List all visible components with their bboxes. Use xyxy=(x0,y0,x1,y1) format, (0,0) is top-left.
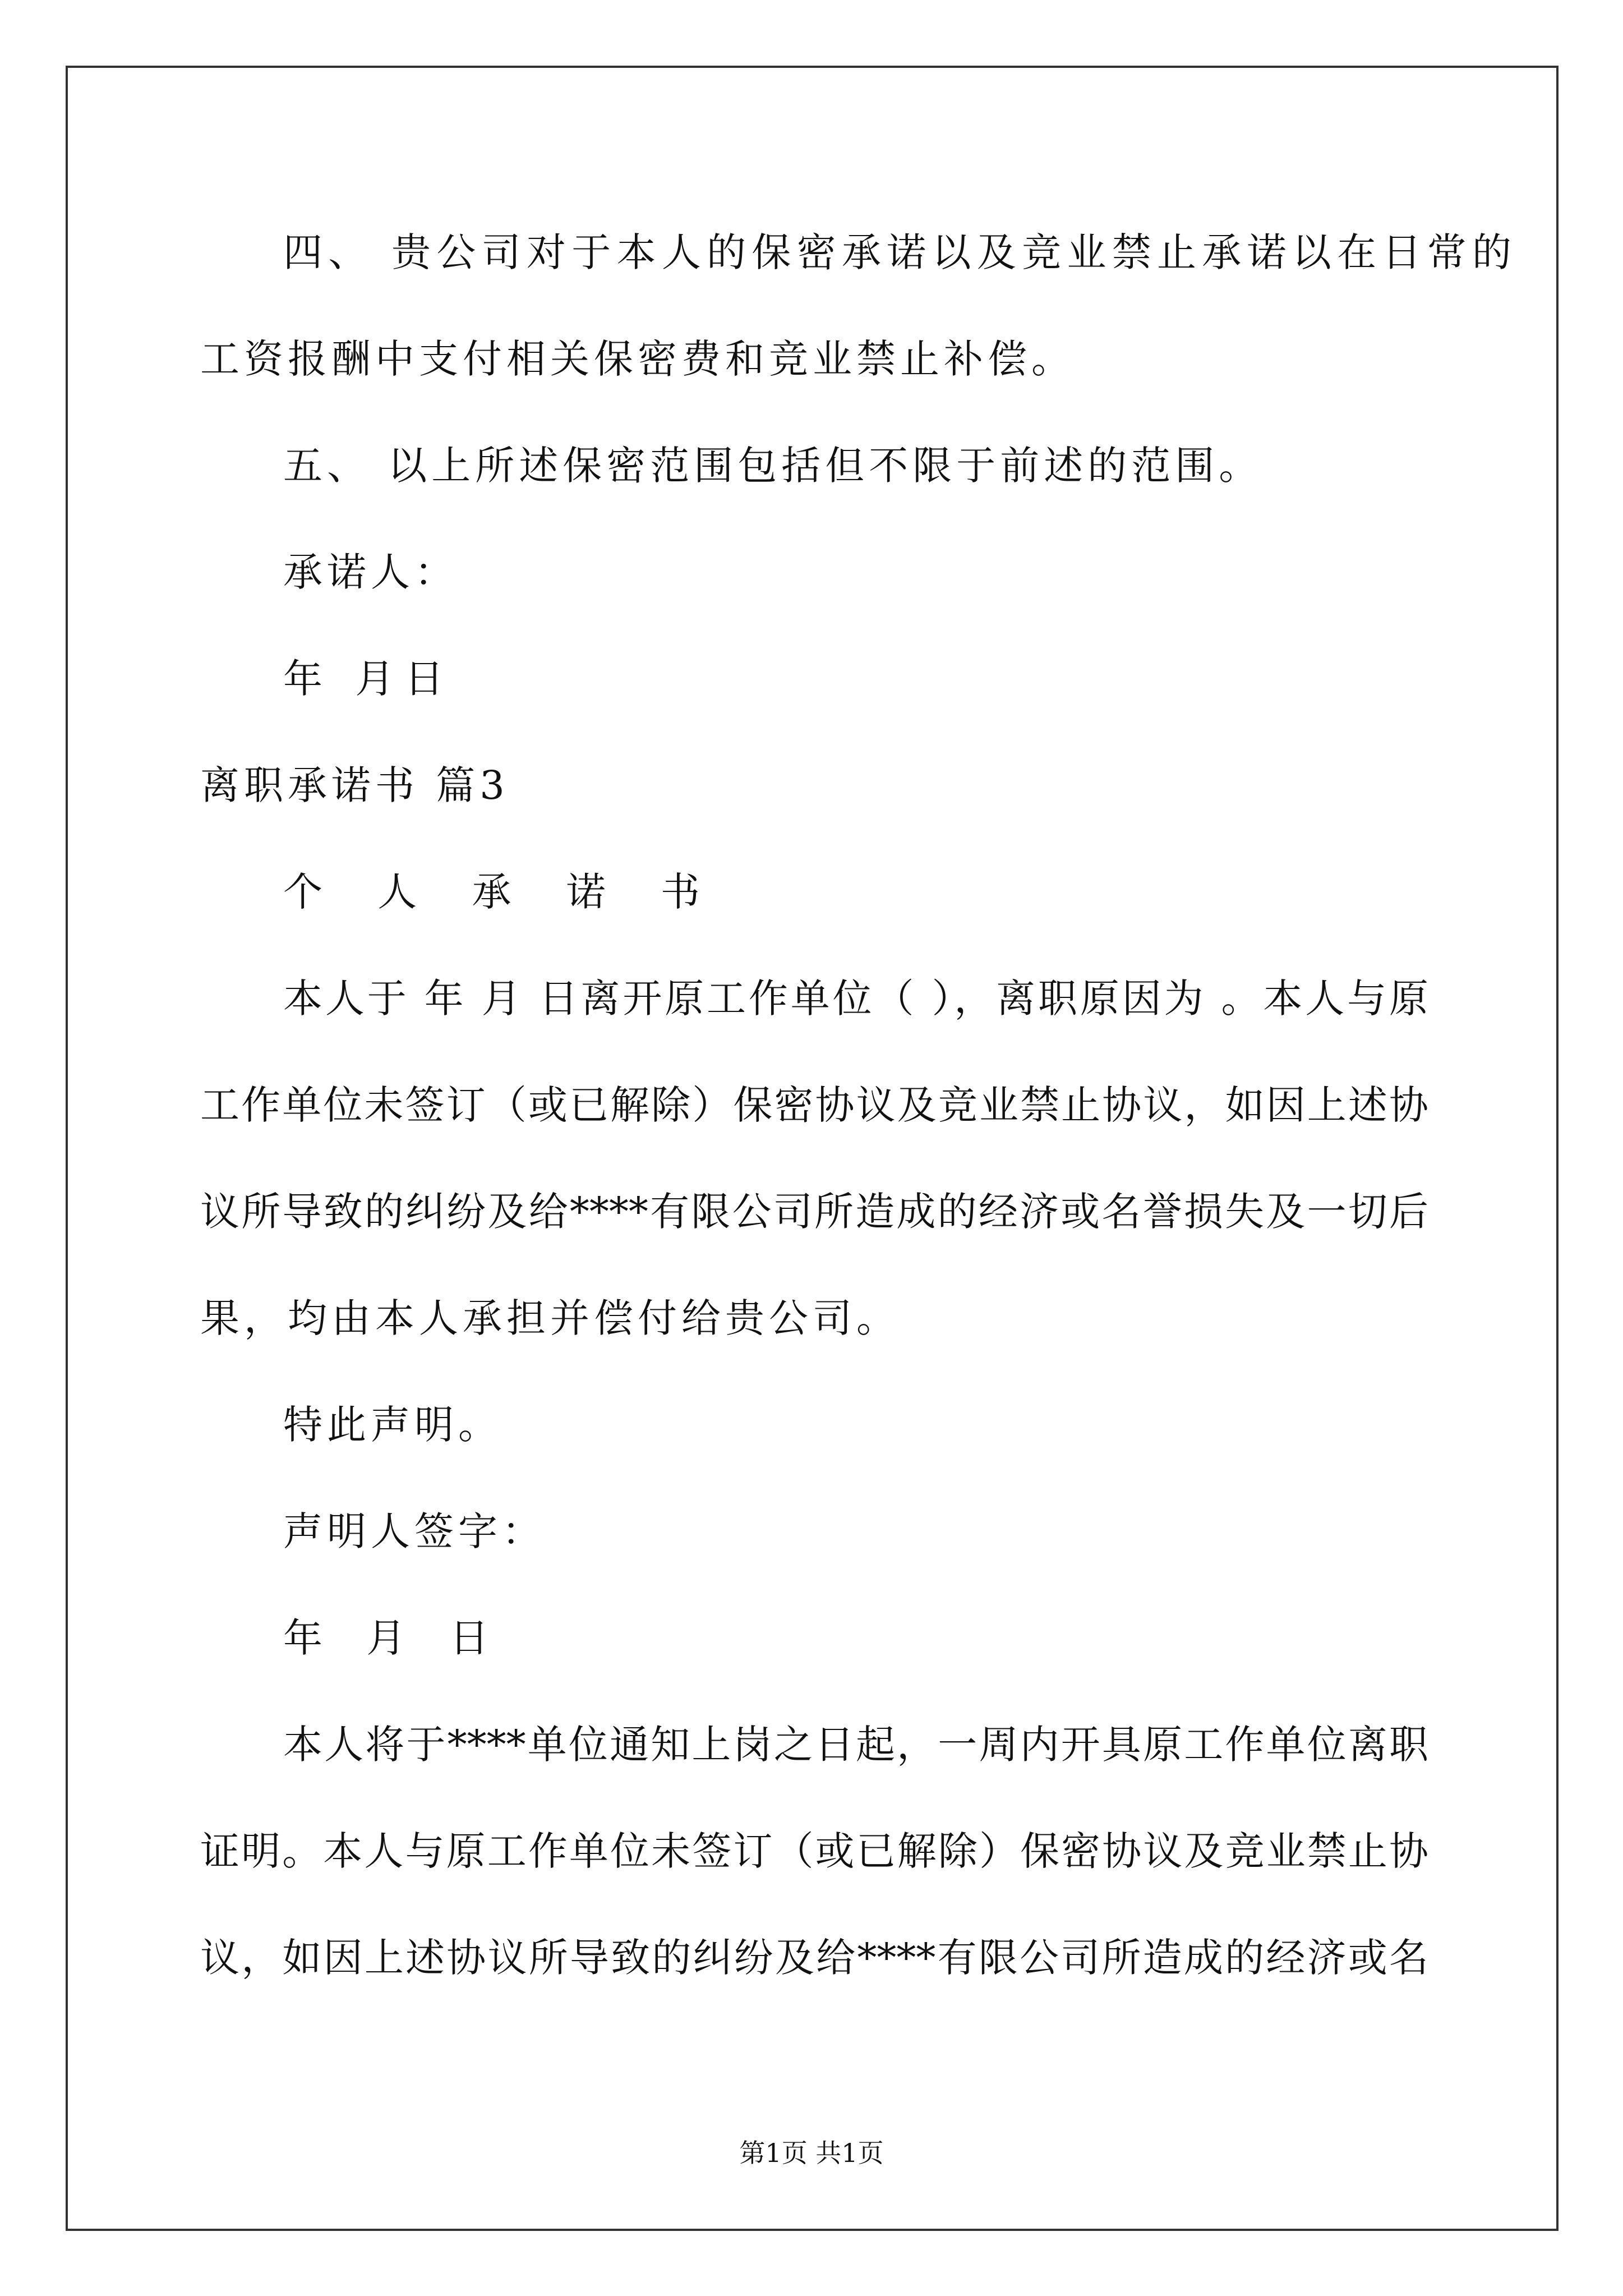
paragraph-line: 工作单位未签订（或已解除）保密协议及竞业禁止协议，如因上述协 xyxy=(200,1082,1428,1128)
signature-label: 声明人签字： xyxy=(283,1508,546,1554)
paragraph-line: 证明。本人与原工作单位未签订（或已解除）保密协议及竞业禁止协 xyxy=(200,1828,1428,1874)
paragraph-line: 本人于 年 月 日离开原工作单位（ ），离职原因为 。本人与原 xyxy=(283,976,1428,1022)
paragraph-line: 果，均由本人承担并偿付给贵公司。 xyxy=(200,1295,900,1341)
paragraph-line: 五、 以上所述保密范围包括但不限于前述的范围。 xyxy=(283,443,1263,489)
date-line: 年 月 日 xyxy=(283,1615,505,1661)
paragraph-line: 承诺人： xyxy=(283,549,458,595)
paragraph-line: 本人将于****单位通知上岗之日起，一周内开具原工作单位离职 xyxy=(283,1722,1428,1768)
paragraph-line: 议所导致的纠纷及给****有限公司所造成的经济或名誉损失及一切后 xyxy=(200,1189,1428,1235)
paragraph-line: 特此声明。 xyxy=(283,1402,502,1448)
page-number: 第1页 共1页 xyxy=(739,2138,884,2168)
document-title: 个 人 承 诺 书 xyxy=(283,869,722,915)
date-line: 年 月日 xyxy=(283,656,454,702)
paragraph-line: 四、 贵公司对于本人的保密承诺以及竞业禁止承诺以在日常的 xyxy=(283,229,1511,275)
section-heading: 离职承诺书 篇3 xyxy=(200,762,509,808)
paragraph-line: 工资报酬中支付相关保密费和竞业禁止补偿。 xyxy=(200,336,1075,382)
page-border xyxy=(66,66,1559,2231)
paragraph-line: 议，如因上述协议所导致的纠纷及给****有限公司所造成的经济或名 xyxy=(200,1935,1428,1981)
